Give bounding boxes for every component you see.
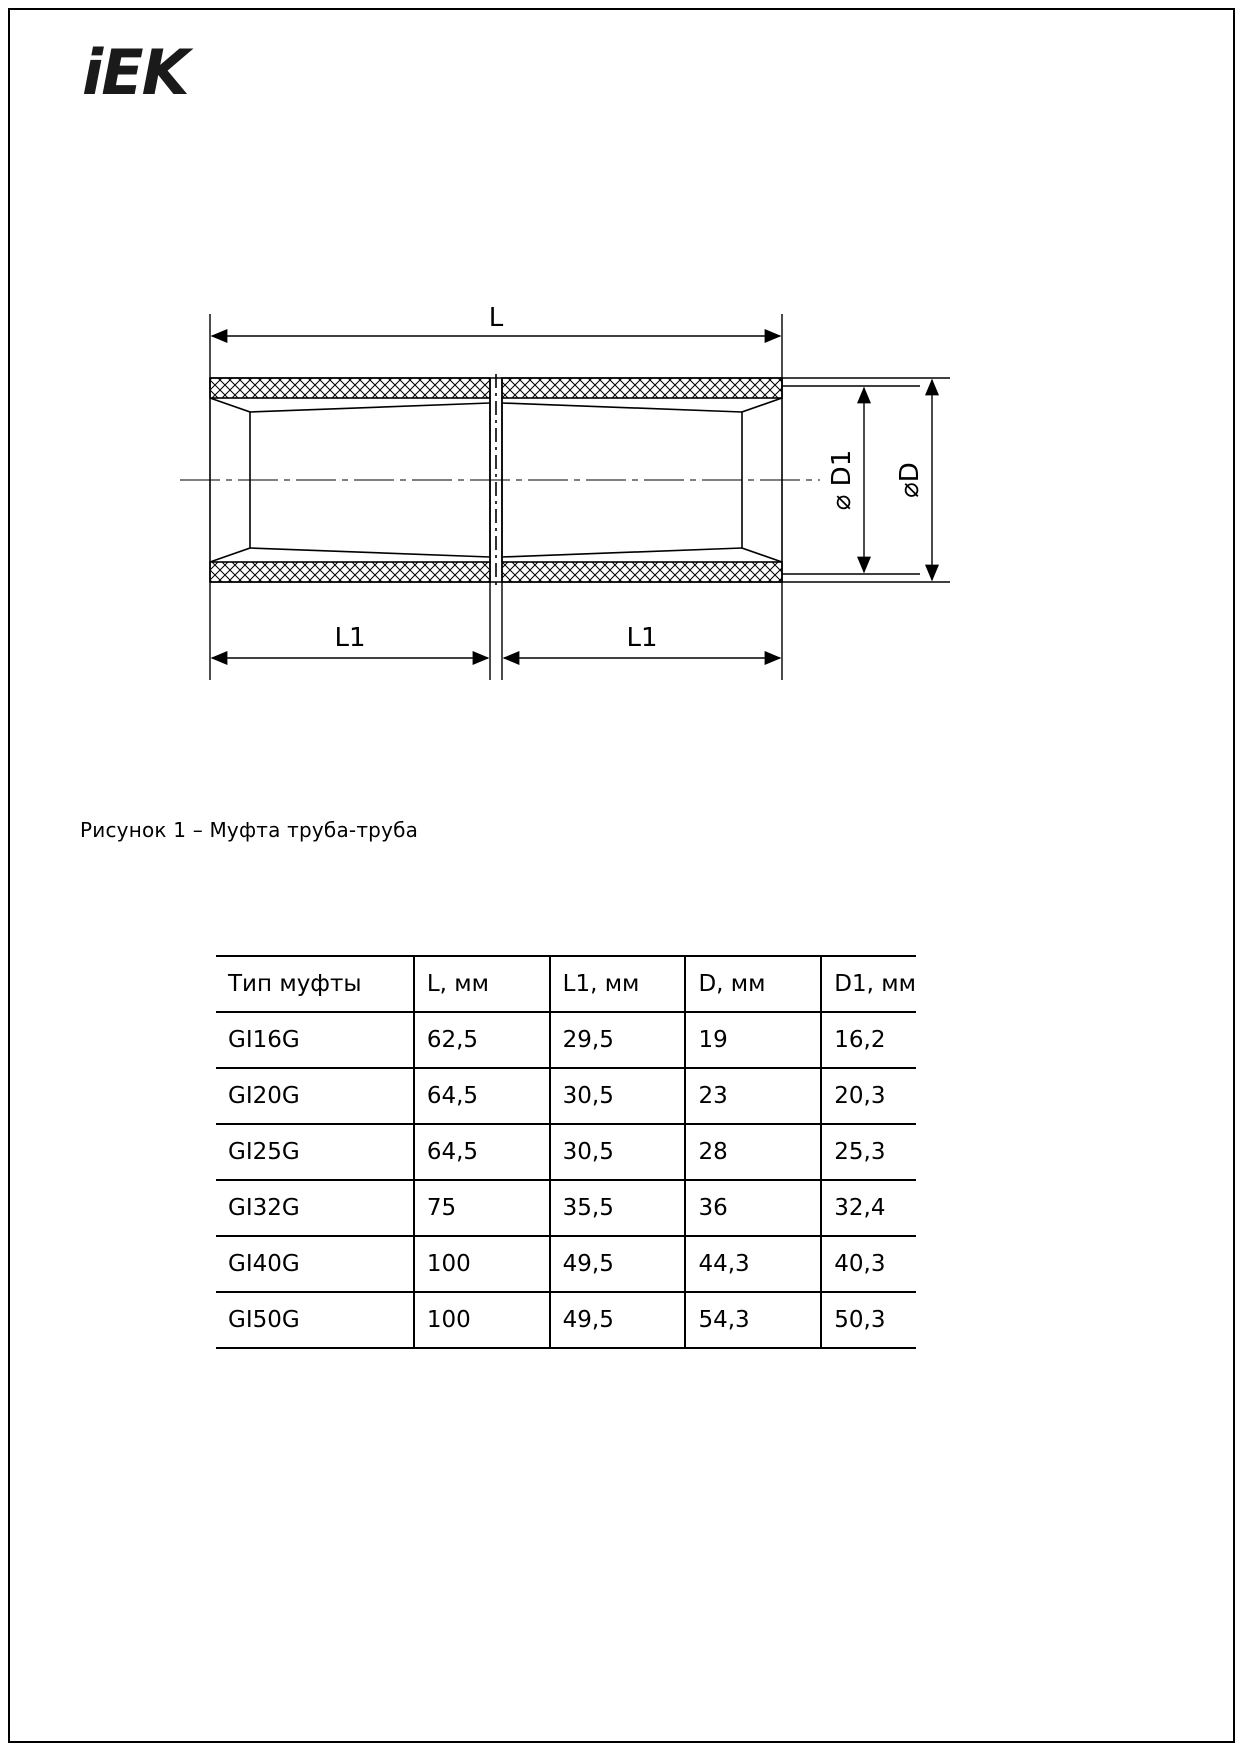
cell-D: 28 xyxy=(685,1124,821,1180)
cell-D1: 16,2 xyxy=(821,1012,916,1068)
dimension-label-D1: ⌀ D1 xyxy=(827,449,857,511)
cell-L1: 29,5 xyxy=(550,1012,686,1068)
cell-L1: 49,5 xyxy=(550,1292,686,1348)
specification-table-container xyxy=(216,955,916,1349)
cell-D: 23 xyxy=(685,1068,821,1124)
cell-D1: 25,3 xyxy=(821,1124,916,1180)
table-row xyxy=(216,1236,916,1292)
table-row xyxy=(216,1012,916,1068)
cell-L1: 35,5 xyxy=(550,1180,686,1236)
cell-D1: 32,4 xyxy=(821,1180,916,1236)
cell-D: 36 xyxy=(685,1180,821,1236)
cell-type: GI40G xyxy=(216,1236,414,1292)
table-header-row xyxy=(216,956,916,1012)
cell-D1: 20,3 xyxy=(821,1068,916,1124)
column-header-L1: L1, мм xyxy=(550,956,686,1012)
page-border xyxy=(8,8,1235,1743)
cell-type: GI32G xyxy=(216,1180,414,1236)
specification-table xyxy=(216,955,916,1349)
cell-L: 62,5 xyxy=(414,1012,550,1068)
dimension-label-L1-left: L1 xyxy=(334,623,366,653)
cell-D: 19 xyxy=(685,1012,821,1068)
cell-L1: 30,5 xyxy=(550,1068,686,1124)
cell-L: 100 xyxy=(414,1292,550,1348)
column-header-D1: D1, мм xyxy=(821,956,916,1012)
coupling-technical-drawing xyxy=(120,290,1080,720)
cell-type: GI20G xyxy=(216,1068,414,1124)
cell-D: 44,3 xyxy=(685,1236,821,1292)
column-header-L: L, мм xyxy=(414,956,550,1012)
cell-type: GI16G xyxy=(216,1012,414,1068)
column-header-D: D, мм xyxy=(685,956,821,1012)
table-row xyxy=(216,1180,916,1236)
cell-L: 100 xyxy=(414,1236,550,1292)
table-row xyxy=(216,1068,916,1124)
dimension-label-L: L xyxy=(488,303,504,333)
cell-L: 64,5 xyxy=(414,1068,550,1124)
figure-caption: Рисунок 1 – Муфта труба-труба xyxy=(80,818,419,842)
cell-D: 54,3 xyxy=(685,1292,821,1348)
cell-L1: 30,5 xyxy=(550,1124,686,1180)
dimension-label-D: ⌀D xyxy=(895,462,925,498)
table-row xyxy=(216,1124,916,1180)
cell-L: 75 xyxy=(414,1180,550,1236)
cell-D1: 50,3 xyxy=(821,1292,916,1348)
dimension-label-L1-right: L1 xyxy=(626,623,658,653)
column-header-type: Тип муфты xyxy=(216,956,414,1012)
cell-L: 64,5 xyxy=(414,1124,550,1180)
cell-L1: 49,5 xyxy=(550,1236,686,1292)
table-row xyxy=(216,1292,916,1348)
cell-type: GI50G xyxy=(216,1292,414,1348)
cell-D1: 40,3 xyxy=(821,1236,916,1292)
cell-type: GI25G xyxy=(216,1124,414,1180)
iek-logo: iEK xyxy=(82,36,188,109)
